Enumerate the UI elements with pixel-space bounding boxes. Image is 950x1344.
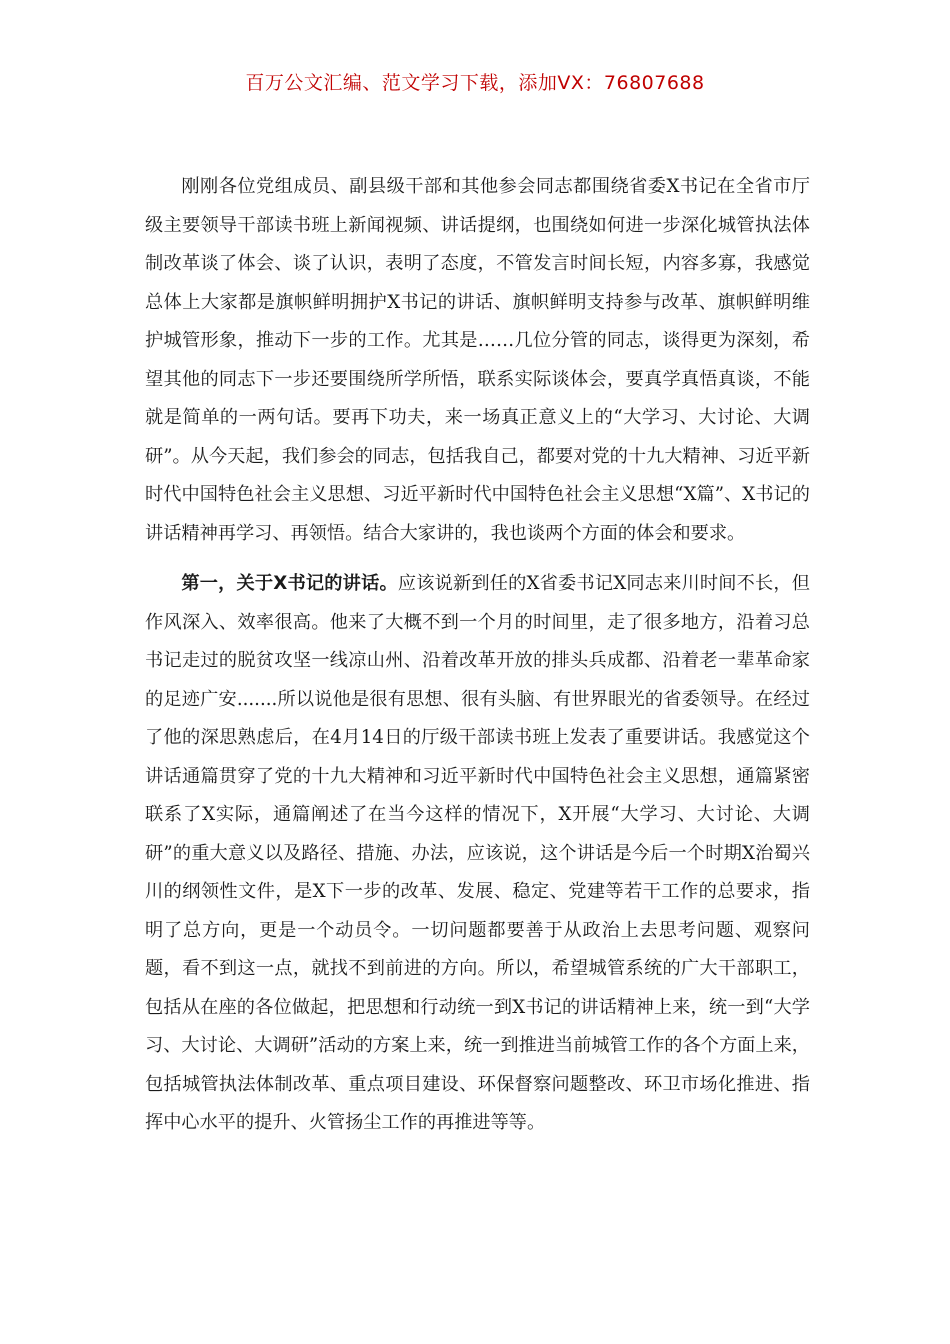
paragraph-1 (145, 168, 810, 553)
paragraph-2 (145, 565, 810, 1143)
paragraph-2-heading: 第一，关于X书记的讲话。 (181, 573, 398, 594)
paragraph-1-text: 刚刚各位党组成员、副县级干部和其他参会同志都围绕省委X书记在全省市厅级主要领导干部读书班上新闻视频、讲话提纲，也围绕如何进一步深化城管执法体制改革谈了体会、谈了认识，表明了态度，不管发言时间长短，内容多寡，我感觉总体上大家都是旗帜鲜明拥护X书记的讲话、旗帜鲜明支持参与改革、旗帜鲜明维护城管形象，推动下一步的工作。尤其是……几位分管的同志，谈得更为深刻，希望其他的同志下一步还要围绕所学所悟，联系实际谈体会，要真学真悟真谈，不能就是简单的一两句话。要再下功夫，来一场真正意义上的“大学习、大讨论、大调研”。从今天起，我们参会的同志，包括我自己，都要对党的十九大精神、习近平新时代中国特色社会主义思想、习近平新时代中国特色社会主义思想“X篇”、X书记的讲话精神再学习、再领悟。结合大家讲的，我也谈两个方面的体会和要求。 (145, 176, 810, 544)
header-banner: 百万公文汇编、范文学习下载，添加VX：76807688 (245, 72, 705, 94)
paragraph-2-text: 应该说新到任的X省委书记X同志来川时间不长，但作风深入、效率很高。他来了大概不到一个月的时间里，走了很多地方，沿着习总书记走过的脱贫攻坚一线凉山州、沿着改革开放的排头兵成都、沿着老一辈革命家的足迹广安.......所以说他是很有思想、很有头脑、有世界眼光的省委领导。在经过了他的深思熟虑后，在4月14日的厅级干部读书班上发表了重要讲话。我感觉这个讲话通篇贯穿了党的十九大精神和习近平新时代中国特色社会主义思想，通篇紧密联系了X实际，通篇阐述了在当今这样的情况下，X开展“大学习、大讨论、大调研”的重大意义以及路径、措施、办法，应该说，这个讲话是今后一个时期X治蜀兴川的纲领性文件，是X下一步的改革、发展、稳定、党建等若干工作的总要求，指明了总方向，更是一个动员令。一切问题都要善于从政治上去思考问题、观察问题，看不到这一点，就找不到前进的方向。所以，希望城管系统的广大干部职工，包括从在座的各位做起，把思想和行动统一到X书记的讲话精神上来，统一到“大学习、大讨论、大调研”活动的方案上来，统一到推进当前城管工作的各个方面上来，包括城管执法体制改革、重点项目建设、环保督察问题整改、环卫市场化推进、指挥中心水平的提升、火管扬尘工作的再推进等等。 (145, 573, 810, 1133)
document-body (145, 168, 810, 1155)
